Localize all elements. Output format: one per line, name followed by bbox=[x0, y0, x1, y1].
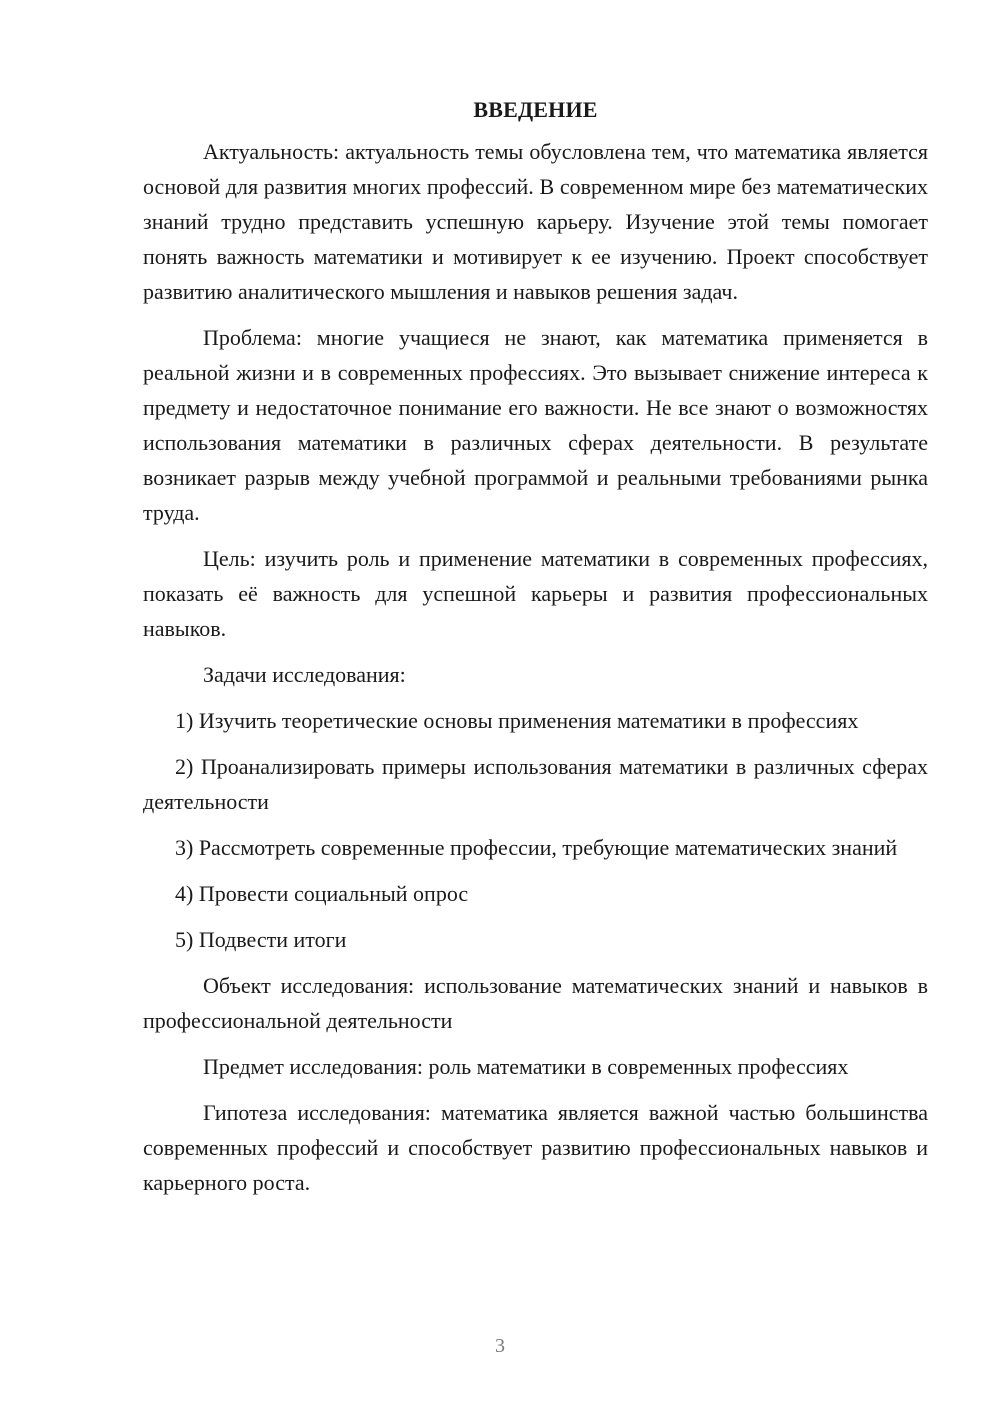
relevance-paragraph: Актуальность: актуальность темы обусловлена тем, что математика является основой для развития многих профессий. В современном мире без математических знаний трудно представить успешную карьеру. Изучение этой темы помогает понять важность математики и мотивирует к ее изучению. Проект способствует развитию аналитического мышления и навыков решения задач. bbox=[143, 139, 928, 304]
page-number: 3 bbox=[495, 1335, 505, 1357]
task-item: 5) Подвести итоги bbox=[175, 927, 347, 952]
document-page bbox=[143, 96, 928, 1211]
hypothesis-paragraph: Гипотеза исследования: математика является важной частью большинства современных профессий и способствует развитию профессиональных навыков и карьерного роста. bbox=[143, 1100, 928, 1195]
task-item: 4) Провести социальный опрос bbox=[175, 881, 469, 906]
task-item: 2) Проанализировать примеры использования математики в различных сферах деятельности bbox=[143, 754, 928, 814]
task-item: 1) Изучить теоретические основы применения математики в профессиях bbox=[175, 708, 859, 733]
problem-paragraph: Проблема: многие учащиеся не знают, как математика применяется в реальной жизни и в современных профессиях. Это вызывает снижение интереса к предмету и недостаточное понимание его важности. Не все знают о возможностях использования математики в различных сферах деятельности. В результате возникает разрыв между учебной программой и реальными требованиями рынка труда. bbox=[143, 325, 928, 525]
tasks-heading: Задачи исследования: bbox=[203, 662, 406, 687]
object-paragraph: Объект исследования: использование математических знаний и навыков в профессиональной деятельности bbox=[143, 973, 928, 1033]
goal-paragraph: Цель: изучить роль и применение математики в современных профессиях, показать её важность для успешной карьеры и развития профессиональных навыков. bbox=[143, 546, 928, 641]
section-title: ВВЕДЕНИЕ bbox=[473, 97, 598, 122]
subject-paragraph: Предмет исследования: роль математики в современных профессиях bbox=[203, 1054, 849, 1079]
task-item: 3) Рассмотреть современные профессии, требующие математических знаний bbox=[175, 835, 898, 860]
